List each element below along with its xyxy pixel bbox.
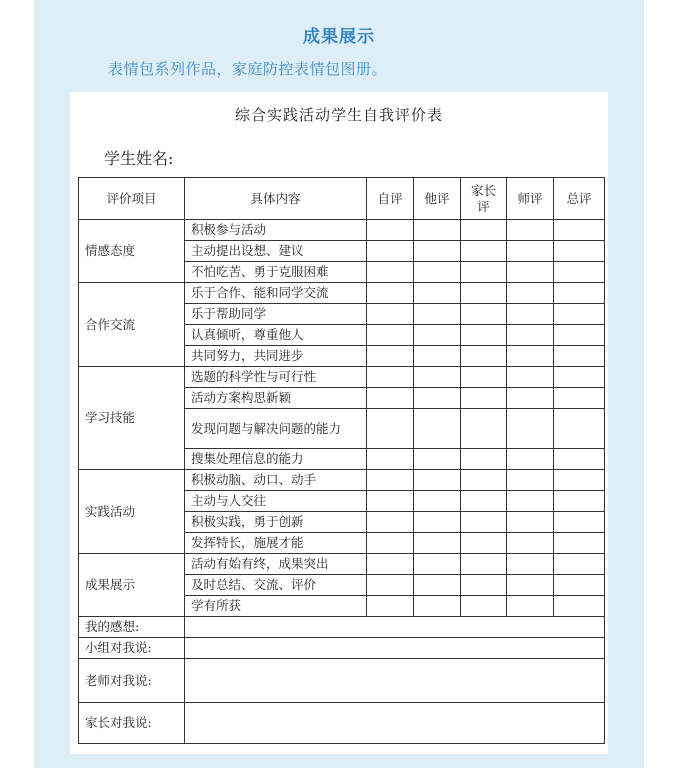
score-cell <box>507 262 554 283</box>
score-cell <box>367 554 414 575</box>
score-cell <box>414 470 461 491</box>
score-cell <box>461 470 507 491</box>
teacher-says-label: 老师对我说: <box>79 659 185 703</box>
header-total: 总评 <box>554 178 605 220</box>
score-cell <box>414 325 461 346</box>
score-cell <box>414 262 461 283</box>
student-name-label: 学生姓名: <box>104 149 174 168</box>
content-cell: 发现问题与解决问题的能力 <box>185 409 367 449</box>
group-says-label: 小组对我说: <box>79 638 185 659</box>
footer-row <box>79 703 605 744</box>
category-cell: 学习技能 <box>79 367 185 470</box>
score-cell <box>507 409 554 449</box>
score-cell <box>367 409 414 449</box>
score-cell <box>367 325 414 346</box>
content-cell: 乐于合作、能和同学交流 <box>185 283 367 304</box>
content-cell: 主动提出设想、建议 <box>185 241 367 262</box>
score-cell <box>414 575 461 596</box>
my-thoughts-label: 我的感想: <box>79 617 185 638</box>
score-cell <box>554 346 605 367</box>
score-cell <box>414 241 461 262</box>
score-cell <box>414 449 461 470</box>
content-cell: 积极实践，勇于创新 <box>185 512 367 533</box>
score-cell <box>554 512 605 533</box>
score-cell <box>414 304 461 325</box>
score-cell <box>461 533 507 554</box>
score-cell <box>461 575 507 596</box>
score-cell <box>507 596 554 617</box>
score-cell <box>414 409 461 449</box>
score-cell <box>507 367 554 388</box>
table-row <box>79 470 605 491</box>
score-cell <box>507 325 554 346</box>
score-cell <box>554 575 605 596</box>
score-cell <box>414 367 461 388</box>
category-cell: 情感态度 <box>79 220 185 283</box>
footer-cell <box>185 638 605 659</box>
score-cell <box>414 346 461 367</box>
section-title: 成果展示 <box>303 27 375 47</box>
table-row <box>79 554 605 575</box>
score-cell <box>507 346 554 367</box>
score-cell <box>414 533 461 554</box>
score-cell <box>367 220 414 241</box>
score-cell <box>507 283 554 304</box>
footer-row <box>79 617 605 638</box>
score-cell <box>507 220 554 241</box>
score-cell <box>461 596 507 617</box>
header-self: 自评 <box>367 178 414 220</box>
score-cell <box>367 346 414 367</box>
parent-says-label: 家长对我说: <box>79 703 185 744</box>
score-cell <box>554 596 605 617</box>
score-cell <box>414 554 461 575</box>
table-header-row <box>79 178 605 220</box>
score-cell <box>367 283 414 304</box>
score-cell <box>414 220 461 241</box>
header-item: 评价项目 <box>79 178 185 220</box>
score-cell <box>507 554 554 575</box>
evaluation-sheet-image <box>70 92 608 754</box>
category-cell: 合作交流 <box>79 283 185 367</box>
score-cell <box>367 388 414 409</box>
score-cell <box>461 262 507 283</box>
footer-row <box>79 638 605 659</box>
score-cell <box>461 409 507 449</box>
score-cell <box>554 241 605 262</box>
score-cell <box>507 512 554 533</box>
content-cell: 活动有始有终，成果突出 <box>185 554 367 575</box>
score-cell <box>554 304 605 325</box>
table-row <box>79 220 605 241</box>
content-cell: 不怕吃苦、勇于克服困难 <box>185 262 367 283</box>
score-cell <box>461 325 507 346</box>
score-cell <box>461 388 507 409</box>
header-peer: 他评 <box>414 178 461 220</box>
content-cell: 发挥特长，施展才能 <box>185 533 367 554</box>
score-cell <box>554 325 605 346</box>
score-cell <box>507 449 554 470</box>
score-cell <box>461 346 507 367</box>
score-cell <box>367 533 414 554</box>
category-cell: 实践活动 <box>79 470 185 554</box>
score-cell <box>554 449 605 470</box>
evaluation-table <box>78 177 605 744</box>
score-cell <box>367 367 414 388</box>
content-cell: 主动与人交往 <box>185 491 367 512</box>
content-cell: 搜集处理信息的能力 <box>185 449 367 470</box>
table-row <box>79 367 605 388</box>
score-cell <box>507 241 554 262</box>
footer-cell <box>185 617 605 638</box>
score-cell <box>461 449 507 470</box>
footer-row <box>79 659 605 703</box>
score-cell <box>554 283 605 304</box>
score-cell <box>507 388 554 409</box>
score-cell <box>507 304 554 325</box>
score-cell <box>507 491 554 512</box>
score-cell <box>461 367 507 388</box>
content-cell: 认真倾听，尊重他人 <box>185 325 367 346</box>
content-cell: 学有所获 <box>185 596 367 617</box>
score-cell <box>367 241 414 262</box>
score-cell <box>461 491 507 512</box>
score-cell <box>414 388 461 409</box>
score-cell <box>367 512 414 533</box>
score-cell <box>554 262 605 283</box>
score-cell <box>461 220 507 241</box>
score-cell <box>554 367 605 388</box>
score-cell <box>461 241 507 262</box>
score-cell <box>367 262 414 283</box>
score-cell <box>507 575 554 596</box>
category-cell: 成果展示 <box>79 554 185 617</box>
content-cell: 积极动脑、动口、动手 <box>185 470 367 491</box>
score-cell <box>414 491 461 512</box>
content-cell: 共同努力，共同进步 <box>185 346 367 367</box>
content-cell: 活动方案构思新颖 <box>185 388 367 409</box>
table-row <box>79 283 605 304</box>
score-cell <box>461 283 507 304</box>
score-cell <box>554 470 605 491</box>
content-cell: 选题的科学性与可行性 <box>185 367 367 388</box>
score-cell <box>414 283 461 304</box>
section-subtitle: 表情包系列作品，家庭防控表情包图册。 <box>108 60 388 78</box>
score-cell <box>507 533 554 554</box>
content-cell: 乐于帮助同学 <box>185 304 367 325</box>
score-cell <box>367 304 414 325</box>
header-parent: 家长评 <box>461 178 507 220</box>
score-cell <box>554 388 605 409</box>
sheet-title: 综合实践活动学生自我评价表 <box>234 106 443 124</box>
score-cell <box>414 512 461 533</box>
header-teacher: 师评 <box>507 178 554 220</box>
score-cell <box>554 491 605 512</box>
score-cell <box>554 554 605 575</box>
score-cell <box>367 470 414 491</box>
score-cell <box>414 596 461 617</box>
score-cell <box>507 470 554 491</box>
score-cell <box>367 449 414 470</box>
footer-cell <box>185 703 605 744</box>
score-cell <box>554 409 605 449</box>
score-cell <box>461 304 507 325</box>
score-cell <box>554 533 605 554</box>
score-cell <box>367 596 414 617</box>
footer-cell <box>185 659 605 703</box>
score-cell <box>461 512 507 533</box>
score-cell <box>367 575 414 596</box>
content-cell: 及时总结、交流、评价 <box>185 575 367 596</box>
header-content: 具体内容 <box>185 178 367 220</box>
score-cell <box>367 491 414 512</box>
score-cell <box>554 220 605 241</box>
score-cell <box>461 554 507 575</box>
content-cell: 积极参与活动 <box>185 220 367 241</box>
